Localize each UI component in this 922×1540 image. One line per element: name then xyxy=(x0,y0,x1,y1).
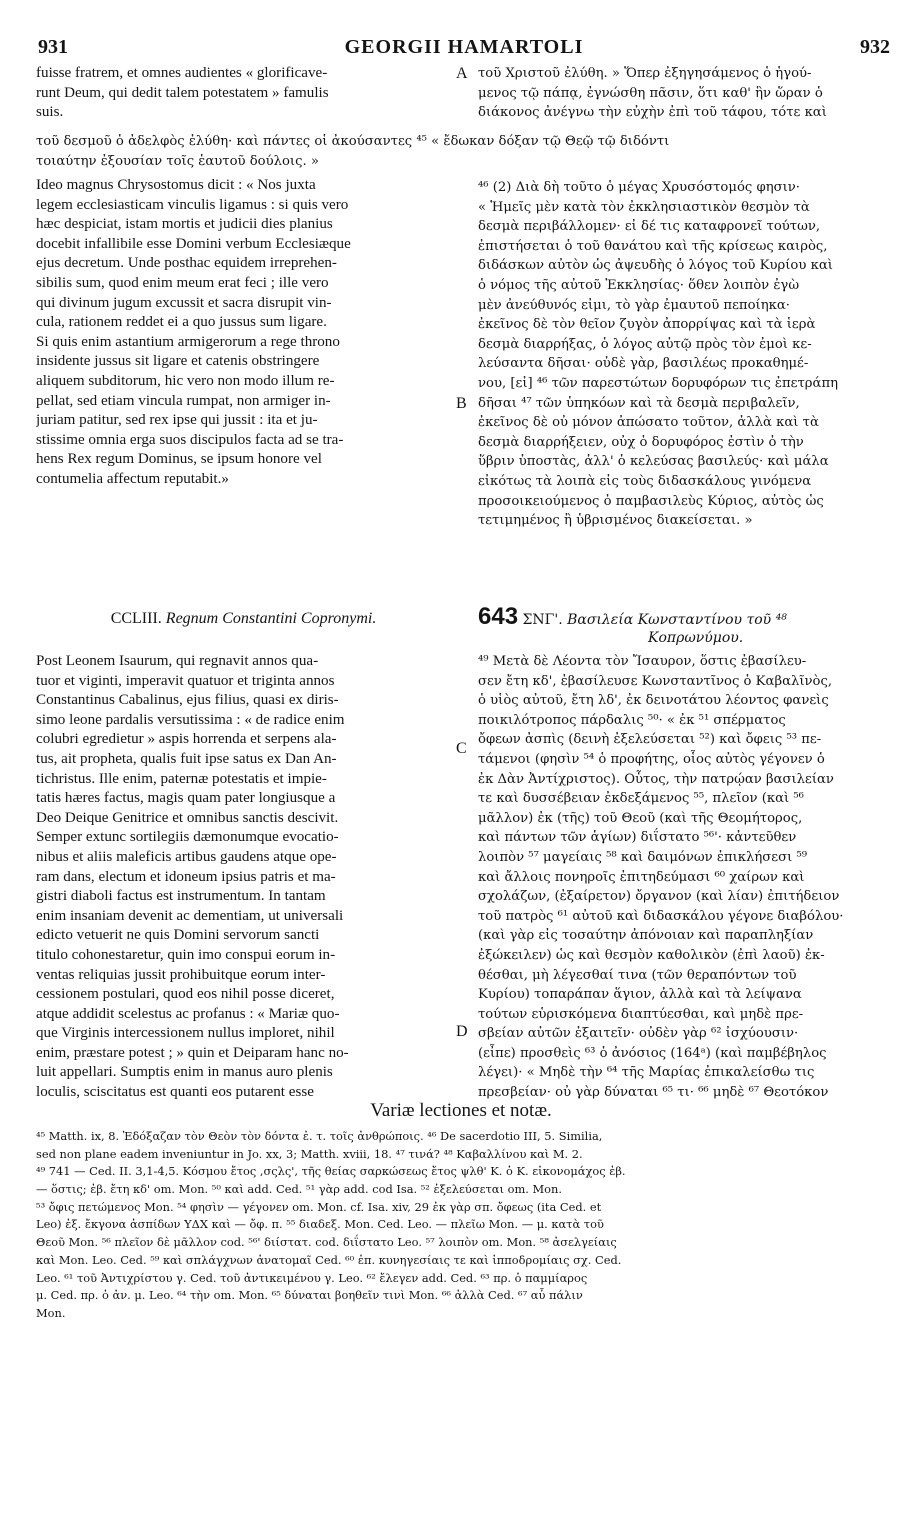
greek-top-line: διάκονος ἀνέγνω τὴν εὐχὴν ἐπὶ τοῦ τάφου, τότε καὶ xyxy=(478,105,827,121)
greek-line: (εἶπε) προσθεὶς ⁶³ ὁ ἀνόσιος (164ᵃ) (καὶ παμβέβηλος xyxy=(478,1045,827,1061)
greek-line: ἐξώκειλεν) ὡς καὶ θεσμὸν καθολικὸν (ἐπὶ λαοῦ) ἐκ- xyxy=(478,947,825,963)
greek-line: λέγει)· « Μηδὲ τὴν ⁶⁴ τῆς Μαρίας ἐπικαλείσθω τις xyxy=(478,1065,815,1081)
latin-line: gistri diaboli factus est instrumentum. In tantam xyxy=(36,888,326,905)
note-line: sed non plane eadem inveniuntur in Jo. xx, 3; Matth. xviii, 18. ⁴⁷ τινά? ⁴⁸ Καβαλλίνου καὶ Μ. 2. xyxy=(36,1146,583,1161)
notes-heading: Variæ lectiones et notæ. xyxy=(370,1100,552,1121)
greek-line: διδάσκων αὐτὸν ὡς ἀψευδὴς ὁ λόγος τοῦ Κυρίου καὶ xyxy=(478,258,833,274)
latin-line: docebit infallibile esse Domini verbum Ecclesiæque xyxy=(36,235,351,252)
latin-line: ram dans, electum et idoneum ipsius patris et ma- xyxy=(36,868,336,885)
greek-line: τε καὶ δυσσέβειαν ἐκδεξάμενος ⁵⁵, πλεῖον (καὶ ⁵⁶ xyxy=(478,791,804,807)
section-heading-latin xyxy=(36,610,451,628)
note-line: Leo) ἐξ. ἔκγονα ἀσπίδων ΥΔΧ καὶ — ὄφ. π. ⁵⁵ διαδεξ. Mon. Ced. Leo. — πλεῖω Mon. — μ. κατὰ τοῦ xyxy=(36,1217,604,1232)
page-header xyxy=(38,36,890,60)
greek-line: εἰκότως τὰ λοιπὰ εἰς τοὺς διδασκάλους γινόμενα xyxy=(478,473,812,489)
latin-line: Semper extunc sortilegiis dæmonumque evocatio- xyxy=(36,829,339,846)
greek-line: πρεσβείαν· οὐ γὰρ δύναται ⁶⁵ τι· ⁶⁶ μηδὲ ⁶⁷ Θεοτόκον xyxy=(478,1085,829,1101)
margin-letter-b: B xyxy=(456,395,467,412)
page-number-right: 932 xyxy=(860,36,890,58)
greek-line: τούτων εὑρισκόμενα διαπτύεσθαι, καὶ μηδὲ πρε- xyxy=(478,1006,804,1022)
greek-line: σεν ἔτη κδ', ἐβασίλευσε Κωνσταντῖνος ὁ Καβαλῖνὸς, xyxy=(478,673,833,689)
note-line: καὶ Mon. Leo. Ced. ⁵⁹ καὶ σπλάγχνων ἀνατομαῖ Ced. ⁶⁰ ἐπ. κυνηγεσίαις τε καὶ ἱπποδρομίαις σχ. Ced. xyxy=(36,1252,622,1267)
latin-line: contumelia affectum reputabit.» xyxy=(36,470,229,487)
greek-line: ἐκεῖνος δὲ οὐ μόνον ἀπώσατο τοῦτον, ἀλλὰ καὶ τὰ xyxy=(478,415,819,431)
latin-line: legem ecclesiasticam vinculis ligamus : si quis vero xyxy=(36,196,349,213)
greek-column-1 xyxy=(478,178,893,531)
latin-line: simo leone pardalis versutissima : « de radice enim xyxy=(36,711,345,728)
latin-top-line: runt Deum, qui dedit talem potestatem » famulis xyxy=(36,84,329,101)
greek-line: δῆσαι ⁴⁷ τῶν ὑπηκόων καὶ τὰ δεσμὰ περιβαλεῖν, xyxy=(478,395,800,411)
greek-top-line: μενος τῷ πάπᾳ, ἐγνώσθη πᾶσιν, ὅτι καθ' ἣν ὥραν ὁ xyxy=(478,85,823,101)
latin-line: enim, præstare potest ; » quin et Deiparam hanc no- xyxy=(36,1044,349,1061)
greek-line: ὕβριν ὑποστὰς, ἀλλ' ὁ κελεύσας βασιλεύς· καὶ μάλα xyxy=(478,454,829,470)
note-line: Mon. xyxy=(36,1305,66,1320)
greek-fullwidth-line-1: τοῦ δεσμοῦ ὁ ἀδελφὸς ἐλύθη· καὶ πάντες οἱ ἀκούσαντες ⁴⁵ « ἔδωκαν δόξαν τῷ Θεῷ τῷ διδόντι xyxy=(36,134,670,149)
latin-line: aliquem subditorum, hic vero non modo illum re- xyxy=(36,372,335,389)
greek-column-2 xyxy=(478,652,893,1103)
greek-line: ποικιλότροπος πάρδαλις ⁵⁰· « ἐκ ⁵¹ σπέρματος xyxy=(478,712,786,728)
greek-line: σβείαν αὐτῶν ἐξαιτεῖν· οὐδὲν γὰρ ⁶² ἰσχύουσιν· xyxy=(478,1026,799,1042)
latin-line: tatis hæres factus, magis quam pater longiusque a xyxy=(36,790,336,807)
greek-line: τάμενοι (φησὶν ⁵⁴ ὁ προφήτης, οἷος αὐτὸς γέγονεν ὁ xyxy=(478,751,825,767)
section-title-greek: Βασιλεία Κωνσταντίνου τοῦ ⁴⁸ xyxy=(567,612,787,628)
latin-line: tuor et viginti, imperavit quatuor et triginta annos xyxy=(36,672,335,689)
section-code-greek: ΣΝΓ'. xyxy=(522,612,563,628)
latin-line: nibus et aliis maleficis artibus gaudens atque ope- xyxy=(36,848,337,865)
note-line: — ὅστις; ἐβ. ἔτη κδ' om. Mon. ⁵⁰ καὶ add. Ced. ⁵¹ γὰρ add. cod Isa. ⁵² ἐξελεύσεται om. Mon. xyxy=(36,1182,562,1197)
latin-line: tus, ait propheta, qualis fuit ipse satus ex Dan An- xyxy=(36,750,337,767)
greek-line: ὁ υἱὸς αὐτοῦ, ἔτη λδ', ἐκ δεινοτάτου λέοντος φανεὶς xyxy=(478,693,829,709)
greek-line: ἐκ Δὰν Ἀντίχριστος). Οὗτος, τὴν πατρῴαν βασιλείαν xyxy=(478,771,834,787)
section-title-greek-2: Κοπρωνύμου. xyxy=(648,630,744,646)
greek-line: « Ἡμεῖς μὲν κατὰ τὸν ἐκκλησιαστικὸν θεσμὸν τὰ xyxy=(478,199,810,215)
latin-column-2 xyxy=(36,652,451,1103)
latin-line: sibilis sum, quod enim meum erat feci ; ille vero xyxy=(36,274,329,291)
greek-column-top xyxy=(478,64,893,123)
greek-line: λοιπὸν ⁵⁷ μαγείαις ⁵⁸ καὶ δαιμόνων ἐπικλήσεσι ⁵⁹ xyxy=(478,849,808,865)
variant-notes xyxy=(36,1128,894,1323)
margin-letter-d: D xyxy=(456,1023,468,1040)
page-number-left: 931 xyxy=(38,36,68,58)
greek-line: καὶ πάντων τῶν ἁγίων) διΐστατο ⁵⁶'· κἀντεῦθεν xyxy=(478,830,797,846)
margin-letter-a: A xyxy=(456,65,468,82)
latin-line: insidente jussus sit ligare et catenis obstringere xyxy=(36,353,320,370)
running-title: GEORGII HAMARTOLI xyxy=(344,36,584,58)
greek-line: νου, [εἰ] ⁴⁶ τῶν παρεστώτων δορυφόρων τις ἐπετράπη xyxy=(478,375,839,391)
latin-line: Constantinus Cabalinus, ejus filius, quasi ex diris- xyxy=(36,692,339,709)
note-line: Θεοῦ Mon. ⁵⁶ πλεῖον δὲ μᾶλλον cod. ⁵⁶' διίστατ. cod. διΐστατο Leo. ⁵⁷ λοιπὸν om. Mon. ⁵⁸ ἀσελγείαις xyxy=(36,1235,617,1250)
greek-line: μὲν ἀνεύθυνός εἰμι, τὸ γὰρ ἐμαυτοῦ πεποίηκα· xyxy=(478,297,790,313)
section-title-latin: Regnum Constantini Copronymi. xyxy=(165,610,377,627)
greek-line: δεσμὰ περιβάλλομεν· εἰ δέ τις καταφρονεῖ τούτων, xyxy=(478,219,821,235)
latin-line: atque addidit scelestus ac profanus : « Mariæ quo- xyxy=(36,1005,340,1022)
greek-line: καὶ ἄλλοις πονηροῖς ἐπιτηδεύμασι ⁶⁰ χαίρων καὶ xyxy=(478,869,805,885)
greek-line: ὄφεων ἀσπὶς (δεινὴ ἐξελεύσεται ⁵²) καὶ ὄφεις ⁵³ πε- xyxy=(478,732,822,748)
latin-line: Ideo magnus Chrysostomus dicit : « Nos juxta xyxy=(36,177,316,193)
latin-line: hens Rex regum Dominus, se ipsum honore vel xyxy=(36,451,322,468)
latin-line: qui divinum jugum excussit et sacra disrupit vin- xyxy=(36,294,332,311)
greek-line: δεσμὰ διαρρήξειεν, οὐχ ὁ δορυφόρος ἐστὶν ὁ τὴν xyxy=(478,434,804,450)
note-line: Leo. ⁶¹ τοῦ Ἀντιχρίστου γ. Ced. τοῦ ἀντικειμένου γ. Leo. ⁶² ἔλεγεν add. Ced. ⁶³ πρ. ὁ παμμίαρος xyxy=(36,1270,588,1285)
greek-line: ἐκεῖνος δὲ τὸν θεῖον ζυγὸν ἀπορρίψας καὶ τὰ ἱερὰ xyxy=(478,317,816,333)
latin-column-top xyxy=(36,64,451,123)
latin-line: cessionem postulari, quod eos nihil posse diceret, xyxy=(36,986,335,1003)
latin-line: edicto vetuerit ne quis Domini servorum sancti xyxy=(36,927,320,944)
latin-line: cula, rationem reddet ei a quo jussus sum ligare. xyxy=(36,314,327,331)
latin-line: ejus decretum. Unde posthac equidem irreprehen- xyxy=(36,255,337,272)
greek-line: δεσμὰ διαρρήξας, ὁ λόγος αὐτῷ πρὸς τὸν ἐμοὶ κε- xyxy=(478,336,812,352)
latin-line: Deo Deique Genitrice et omnibus sanctis descivit. xyxy=(36,809,339,826)
latin-line: hæc despiciat, istam mortis et judicii dies planius xyxy=(36,216,333,233)
greek-line: τετιμημένος ἢ ὑβρισμένος διακείσεται. » xyxy=(478,513,753,529)
note-line: μ. Ced. πρ. ὁ ἀν. μ. Leo. ⁶⁴ τὴν om. Mon. ⁶⁵ δύναται βοηθεῖν τινὶ Mon. ⁶⁶ ἀλλὰ Ced. ⁶⁷ αὖ πάλιν xyxy=(36,1288,583,1303)
greek-line: ἐπιστήσεται ὁ τοῦ θανάτου καὶ τῆς κρίσεως καιρὸς, xyxy=(478,238,828,254)
greek-line: προσοικειούμενος ὁ παμβασιλεὺς Κύριος, αὐτὸς ὡς xyxy=(478,493,824,509)
latin-line: titulo cohonestaretur, quin imo conspui eorum in- xyxy=(36,946,336,963)
latin-top-line: suis. xyxy=(36,104,64,121)
greek-line: τοῦ πατρὸς ⁶¹ αὐτοῦ καὶ διδασκάλου γέγονε διαβόλου· xyxy=(478,908,844,924)
greek-top-line: τοῦ Χριστοῦ ἐλύθη. » Ὅπερ ἐξηγησάμενος ὁ ἡγού- xyxy=(478,66,812,81)
latin-column-1 xyxy=(36,176,451,490)
note-line: ⁴⁹ 741 — Ced. II. 3,1-4,5. Κόσμου ἔτος ,σςλς', τῆς θείας σαρκώσεως ἔτος ψλθ' Κ. ὁ Κ. εἰκονομάχος ἐβ. xyxy=(36,1164,626,1179)
greek-line: Κυρίου) τοπαράπαν ἅγιον, ἀλλὰ καὶ τὰ λείψανα xyxy=(478,987,802,1003)
greek-line: ⁴⁹ Μετὰ δὲ Λέοντα τὸν Ἴσαυρον, ὅστις ἐβασίλευ- xyxy=(478,654,807,669)
latin-line: enim insaniam devenit ac dementiam, ut universali xyxy=(36,907,344,924)
latin-line: pellat, sed etiam vincula rumpat, non armiger in- xyxy=(36,392,331,409)
section-number-latin: CCLIII. xyxy=(110,610,162,627)
latin-line: ventas reliquias jussit prohibuitque eorum inter- xyxy=(36,966,326,983)
latin-line: tichristus. Ille enim, paternæ potestatis et impie- xyxy=(36,770,327,787)
latin-line: stissime omnia erga suos discipulos facta ad se tra- xyxy=(36,431,344,448)
greek-line: (καὶ γὰρ εἰς τοσαύτην ἀπόνοιαν καὶ παραπληξίαν xyxy=(478,928,814,944)
latin-line: loculis, sciscitatus est quanti eos putarent esse xyxy=(36,1084,314,1101)
greek-line: ὁ νόμος τῆς αὐτοῦ Ἐκκλησίας· ὅθεν λοιπὸν ἐγὼ xyxy=(478,277,800,293)
greek-line: μᾶλλον) ἐκ (τῆς) τοῦ Θεοῦ (καὶ τῆς Θεομήτορος, xyxy=(478,810,803,826)
greek-line: σχολάζων, (ἐξαίρετον) ὄργανον (καὶ λίαν) ἐπιτήδειον xyxy=(478,889,840,905)
latin-line: Si quis enim astantium armigerorum a rege throno xyxy=(36,333,340,350)
greek-line: θέσθαι, μὴ λέγεσθαί τινα (τῶν θεραπόντων τοῦ xyxy=(478,967,797,983)
note-line: ⁵³ ὄφις πετώμενος Mon. ⁵⁴ φησὶν — γέγονεν om. Mon. cf. Isa. xiv, 29 ἐκ γὰρ σπ. ὄφεως (ita Ced. et xyxy=(36,1199,602,1214)
section-page-marker: 643 xyxy=(478,603,519,630)
latin-line: luit appellari. Sumptis enim in manus auro plenis xyxy=(36,1064,333,1081)
greek-fullwidth-line-2: τοιαύτην ἐξουσίαν τοῖς ἑαυτοῦ δούλοις. » xyxy=(36,154,319,169)
latin-line: que Virginis intercessionem nullus imploret, nihil xyxy=(36,1025,335,1042)
latin-line: juriam patitur, sed rex ipse qui jussit : ita et ju- xyxy=(36,412,318,429)
note-line: ⁴⁵ Matth. ix, 8. Ἐδόξαζαν τὸν Θεὸν τὸν δόντα ἐ. τ. τοῖς ἀνθρώποις. ⁴⁶ De sacerdotio III, 5. Similia, xyxy=(36,1129,603,1143)
greek-line: λεύσαντα δῆσαι· οὐδὲ γὰρ, βασιλέως προκαθημέ- xyxy=(478,356,809,372)
margin-letter-c: C xyxy=(456,740,467,757)
section-heading-greek xyxy=(478,603,898,647)
greek-line: ⁴⁶ (2) Διὰ δὴ τοῦτο ὁ μέγας Χρυσόστομός φησιν· xyxy=(478,180,800,195)
latin-line: colubri egredietur » aspis horrenda et serpens ala- xyxy=(36,731,337,748)
latin-top-line: fuisse fratrem, et omnes audientes « glorificave- xyxy=(36,65,328,81)
latin-line: Post Leonem Isaurum, qui regnavit annos qua- xyxy=(36,653,319,669)
